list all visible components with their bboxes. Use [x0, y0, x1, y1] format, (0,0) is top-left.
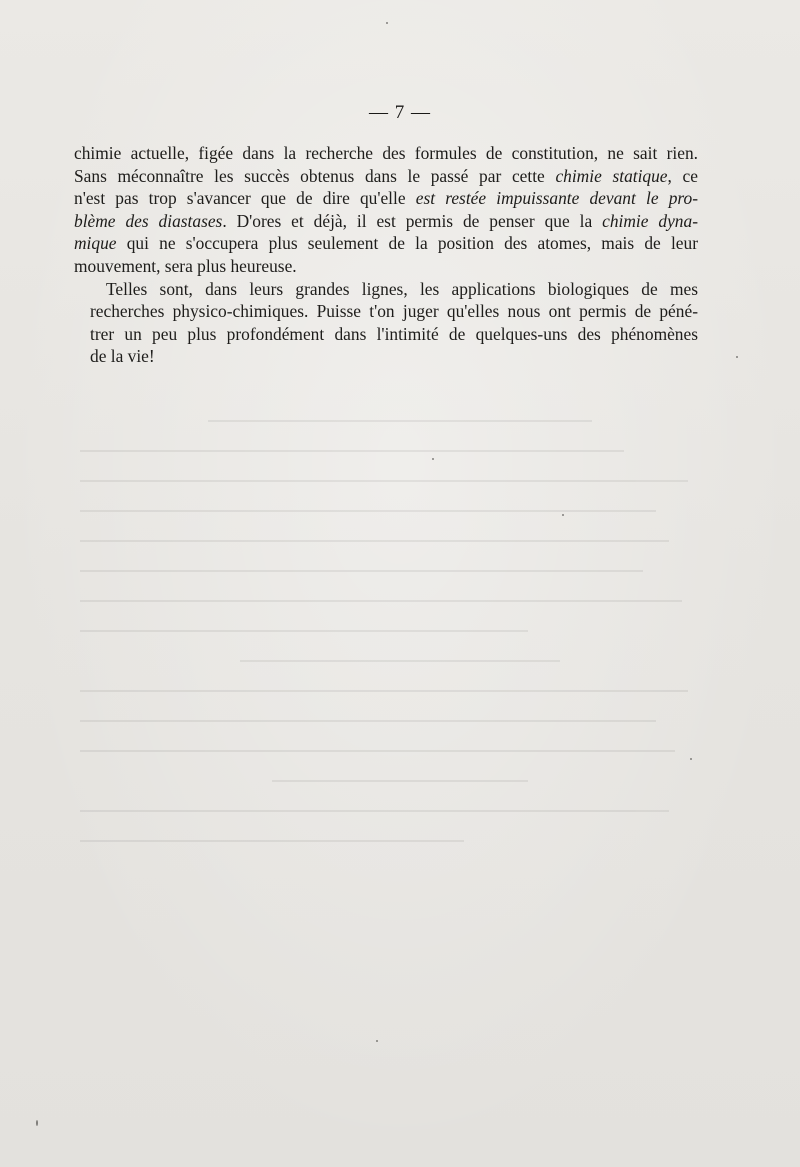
text-line: [74, 232, 698, 255]
italic-run: blème des diastases: [74, 210, 223, 231]
text-line: [74, 142, 698, 165]
text-line: [74, 187, 698, 210]
text-run: de la vie!: [90, 346, 155, 367]
text-line: [74, 323, 698, 346]
paper-speck: [562, 514, 564, 516]
text-run: , ce: [667, 165, 698, 186]
italic-run: est restée impuissante devant le pro-: [415, 188, 699, 209]
text-run: . D'ores et déjà, il est permis de penser que la: [222, 210, 603, 231]
paper-speck: [36, 1120, 38, 1126]
paper-speck: [386, 22, 388, 24]
text-line: [74, 210, 698, 233]
paper-speck: [690, 758, 692, 760]
text-run: mouvement, sera plus heureuse.: [74, 255, 297, 276]
italic-run: mique: [74, 233, 117, 254]
text-line: [74, 278, 698, 301]
paragraph-2: [74, 278, 698, 368]
paragraph-1: [74, 142, 698, 278]
text-line: [74, 255, 698, 278]
paper-speck: [736, 356, 738, 358]
text-line: [74, 300, 698, 323]
text-run: recherches physico-chimiques. Puisse t'on juger qu'elles nous ont permis de péné-: [90, 301, 698, 322]
paper-speck: [376, 1040, 378, 1042]
text-run: qui ne s'occupera plus seulement de la position des atomes, mais de leur: [116, 233, 698, 254]
text-run: Telles sont, dans leurs grandes lignes, les applications biologiques de mes: [106, 278, 698, 299]
page-number: — 7 —: [369, 102, 431, 123]
bleed-through-texture: [80, 420, 720, 1060]
paper-speck: [432, 458, 434, 460]
italic-run: chimie dyna-: [602, 210, 698, 231]
text-line: [74, 165, 698, 188]
text-run: Sans méconnaître les succès obtenus dans le passé par cette: [74, 165, 556, 186]
text-run: n'est pas trop s'avancer que de dire qu'elle: [74, 188, 416, 209]
text-run: chimie actuelle, figée dans la recherche des formules de constitution, ne sait rien.: [74, 143, 698, 163]
text-line: [74, 345, 698, 368]
text-run: trer un peu plus profondément dans l'intimité de quelques-uns des phénomènes: [90, 323, 698, 344]
body-text: [74, 142, 698, 368]
italic-run: chimie statique: [555, 165, 668, 186]
